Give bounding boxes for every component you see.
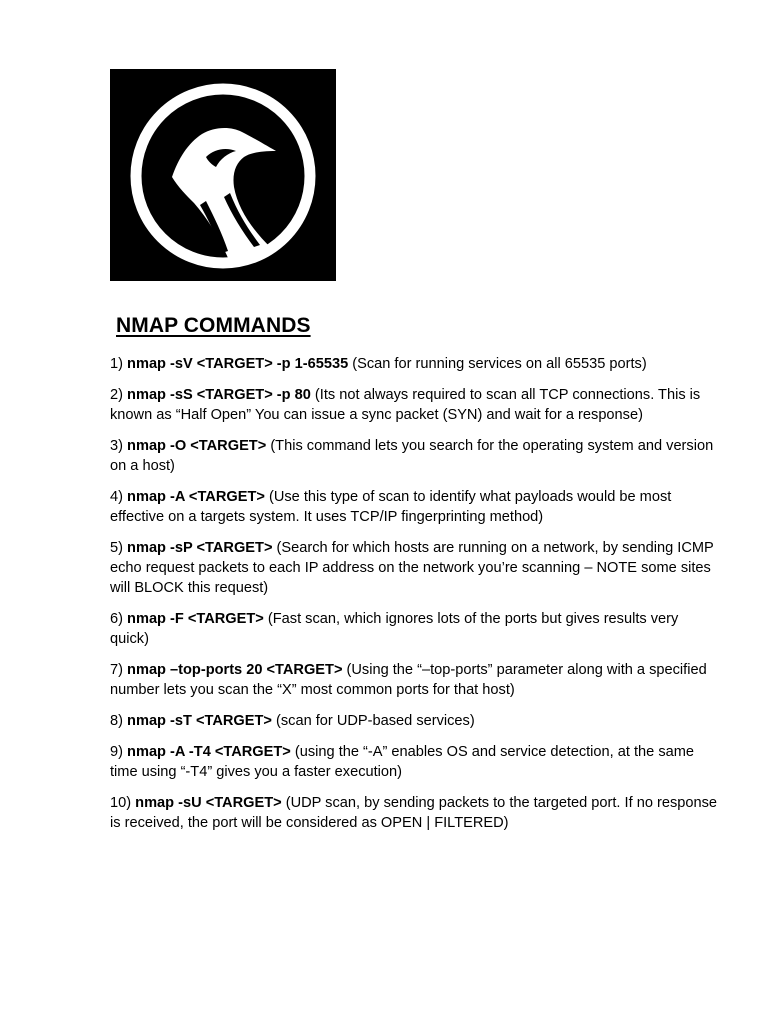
list-item: [110, 385, 720, 425]
command-description: (UDP scan, by sending packets to the targeted port. If no response is received, the port will be considered as OPEN | FILTERED): [110, 795, 718, 831]
item-number: 10): [110, 795, 132, 811]
command-text: nmap -F <TARGET>: [127, 611, 264, 627]
list-item: [110, 609, 720, 649]
item-number: 8): [110, 713, 123, 729]
list-item: [110, 436, 720, 476]
penguin-icon: [110, 69, 336, 281]
command-text: nmap -A <TARGET>: [127, 489, 265, 505]
page-title: NMAP COMMANDS: [116, 314, 311, 337]
command-text: nmap -A -T4 <TARGET>: [127, 744, 291, 760]
list-item: [110, 538, 720, 598]
command-description: (using the “-A” enables OS and service detection, at the same time using “-T4” gives you a faster execution): [110, 744, 695, 780]
command-list: [110, 354, 720, 844]
item-number: 2): [110, 387, 123, 403]
command-description: (Search for which hosts are running on a network, by sending ICMP echo request packets to each IP address on the network you’re scanning – NOTE some sites will BLOCK this request): [110, 540, 714, 596]
item-number: 3): [110, 438, 123, 454]
command-description: (This command lets you search for the operating system and version on a host): [110, 438, 714, 474]
list-item: [110, 711, 720, 731]
item-number: 6): [110, 611, 123, 627]
list-item: [110, 793, 720, 833]
list-item: [110, 354, 720, 374]
item-number: 5): [110, 540, 123, 556]
item-number: 7): [110, 662, 123, 678]
penguin-circle-logo: [110, 69, 336, 281]
command-text: nmap -sV <TARGET> -p 1-65535: [127, 356, 349, 372]
list-item: [110, 487, 720, 527]
command-description: (scan for UDP-based services): [276, 713, 475, 729]
item-number: 9): [110, 744, 123, 760]
item-number: 4): [110, 489, 123, 505]
list-item: [110, 742, 720, 782]
list-item: [110, 660, 720, 700]
command-text: nmap -sT <TARGET>: [127, 713, 272, 729]
command-description: (Using the “–top-ports” parameter along with a specified number lets you scan the “X” most common ports for that host): [110, 662, 707, 698]
command-description: (Use this type of scan to identify what payloads would be most effective on a targets system. It uses TCP/IP fingerprinting method): [110, 489, 672, 525]
command-text: nmap -sS <TARGET> -p 80: [127, 387, 311, 403]
command-text: nmap –top-ports 20 <TARGET>: [127, 662, 343, 678]
command-text: nmap -sP <TARGET>: [127, 540, 273, 556]
command-description: (Fast scan, which ignores lots of the ports but gives results very quick): [110, 611, 679, 647]
item-number: 1): [110, 356, 123, 372]
command-text: nmap -O <TARGET>: [127, 438, 267, 454]
command-description: (Its not always required to scan all TCP connections. This is known as “Half Open” You can issue a sync packet (SYN) and wait for a response): [110, 387, 701, 423]
command-description: (Scan for running services on all 65535 ports): [352, 356, 647, 372]
command-text: nmap -sU <TARGET>: [135, 795, 282, 811]
